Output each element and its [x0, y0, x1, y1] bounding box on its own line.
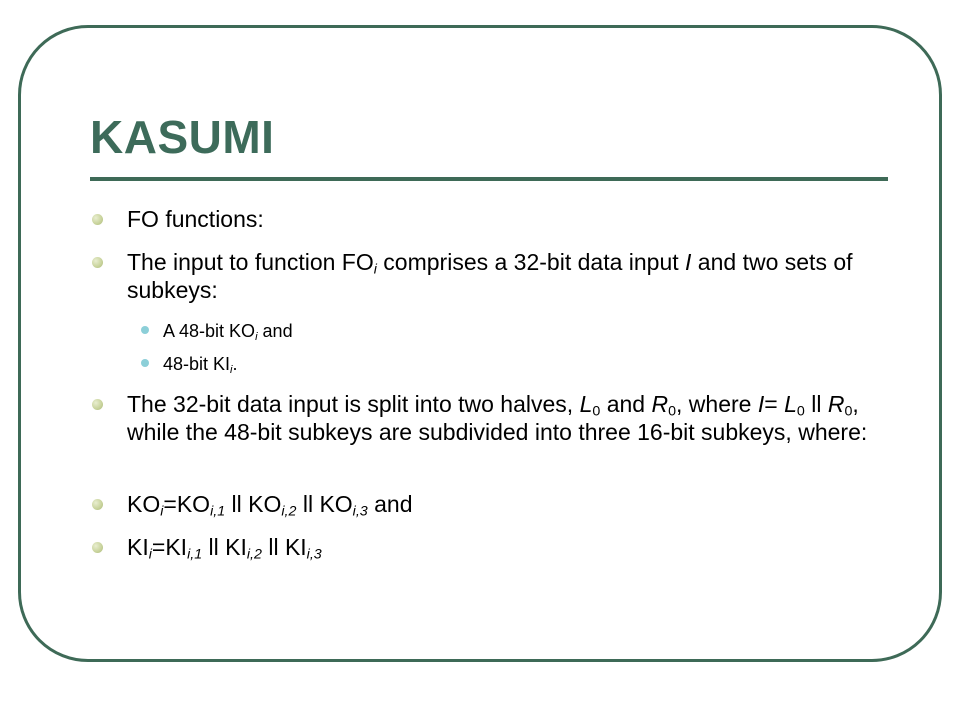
bullet-item [127, 490, 887, 518]
bullet-icon [92, 542, 103, 553]
bullet-text: $KO_i=KO_{i,1}$ ll $KO_{i,2}$ ll $KO_{i,3}$ and [127, 491, 413, 520]
sub-bullet-text: 48-bit $KI_i$. [163, 354, 238, 376]
bullet-icon [92, 499, 103, 510]
title-divider [90, 177, 888, 181]
sub-bullet-item [163, 320, 293, 342]
sub-bullet-icon [141, 326, 149, 334]
bullet-item [127, 533, 887, 561]
bullet-text: FO functions: [127, 206, 264, 232]
bullet-text: $KI_i=KI_{i,1}$ ll $KI_{i,2}$ ll $KI_{i,3}$ [127, 534, 322, 563]
sub-bullet-icon [141, 359, 149, 367]
sub-bullet-item [163, 353, 238, 375]
bullet-item [127, 205, 887, 233]
bullet-item [127, 390, 887, 446]
bullet-item [127, 248, 887, 304]
bullet-text: The 32-bit data input is split into two halves, $L_0$ and $R_0$, where $I= L_0$ ll $R_0$, while the 48-bit subkeys are subdivided into three 16-bit subkeys, where: [127, 391, 868, 445]
sub-bullet-text: A 48-bit $KO_i$ and [163, 321, 293, 343]
bullet-icon [92, 257, 103, 268]
bullet-text: The input to function $FO_i$ comprises a 32-bit data input I and two sets of subkeys: [127, 249, 853, 303]
bullet-icon [92, 399, 103, 410]
bullet-icon [92, 214, 103, 225]
slide-title: KASUMI [90, 111, 275, 163]
